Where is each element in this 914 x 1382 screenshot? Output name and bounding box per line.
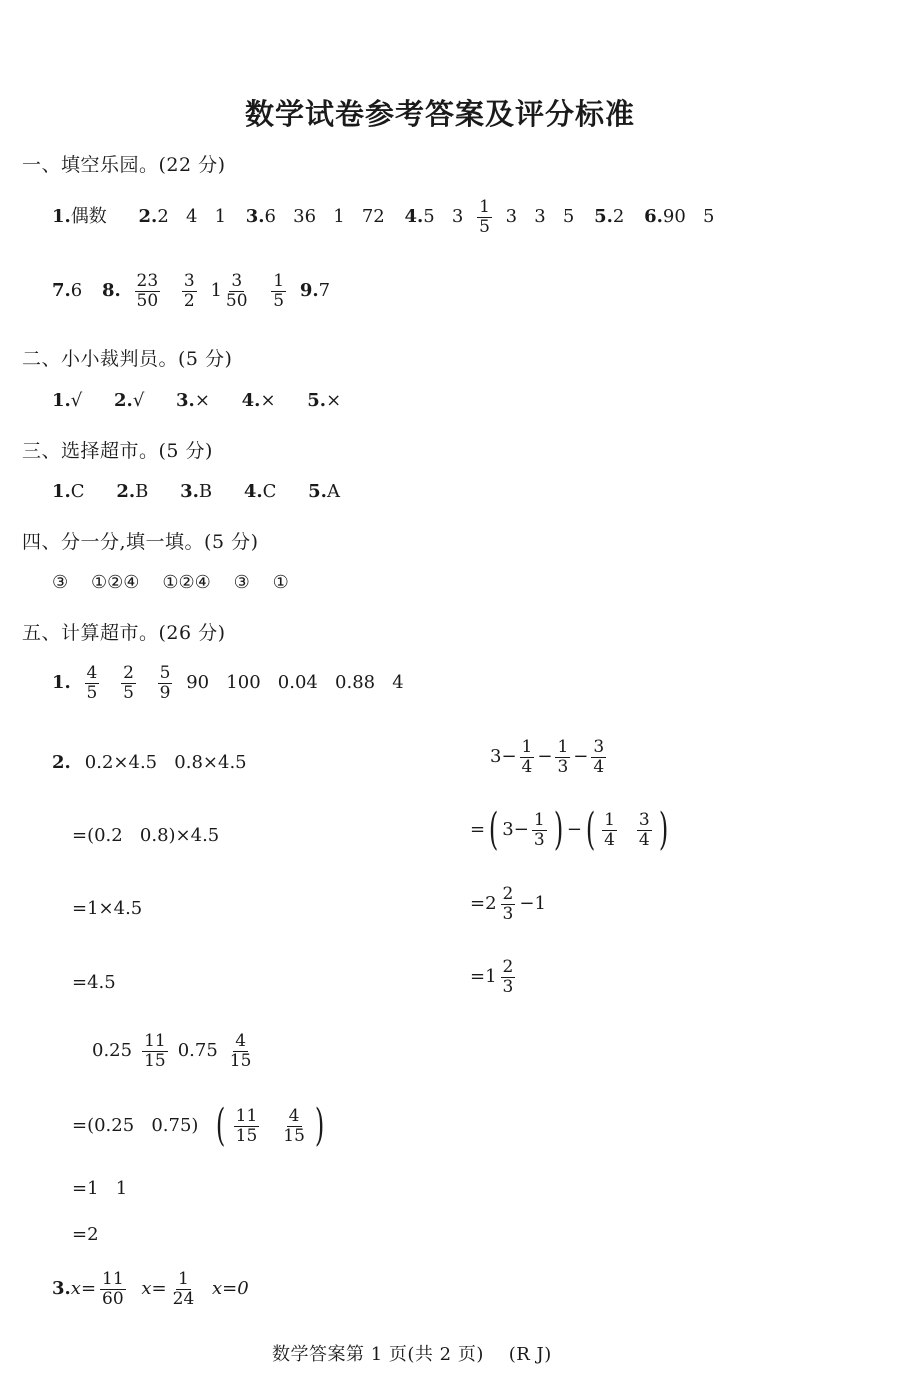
section-5-heading: 五、计算超市。(26 分) — [22, 622, 226, 644]
q2-answer: 2 4 1 — [157, 206, 227, 228]
q4-fraction: $\frac{1}{5}$ — [479, 197, 490, 237]
s5-q2-right-3: =2 $\frac{2}{3}$ −1 — [470, 884, 546, 924]
s4-answers: ③ ①②④ ①②④ ③ ① — [52, 572, 289, 593]
s5-q2-right-2: =( 3− $\frac{1}{3}$ ) −( $\frac{1}{4}$ $\frac{3}{4}$ ) — [470, 804, 669, 855]
s5-q3: 3.x= $\frac{11}{60}$ x= $\frac{1}{24}$ x=0 — [52, 1269, 249, 1309]
s1-row-2 — [52, 272, 330, 310]
q8-whole: 1 — [210, 280, 222, 302]
s2-answers: 1.√ 2.√ 3.× 4.× 5.× — [52, 390, 342, 411]
s3-answers: 1.C 2.B 3.B 4.C 5.A — [52, 481, 340, 502]
s5-q1-fraction-3: $\frac{5}{9}$ — [159, 663, 171, 703]
s5-q1-fraction-1: $\frac{4}{5}$ — [86, 663, 98, 703]
s5-q1-rest: 90 100 0.04 0.88 4 — [186, 672, 404, 694]
s1-row-1 — [52, 198, 714, 236]
s5-q2-mid-1: 0.25 $\frac{11}{15}$ 0.75 $\frac{4}{15}$ — [92, 1031, 252, 1071]
q4-answer-a: 5 3 — [423, 206, 464, 228]
s5-q2-mid-2: =(0.25 0.75) ( $\frac{11}{15}$ $\frac{4}{15}$ ) — [72, 1100, 325, 1151]
s5-q2-mid-4: =2 — [72, 1224, 99, 1245]
s5-q2-mid-3: =1 1 — [72, 1178, 128, 1199]
q5-answer: 2 — [612, 206, 625, 228]
q8-fraction-2: $\frac{3}{2}$ — [183, 271, 195, 311]
s5-q2-line-3: =1×4.5 — [72, 898, 143, 919]
q8-fraction-3: $\frac{3}{50}$ — [225, 271, 248, 311]
q1-answer: 偶数 — [70, 206, 107, 228]
q6-number: 6. — [644, 206, 663, 228]
q7-answer: 6 — [70, 280, 83, 302]
q3-answer: 6 36 1 72 — [264, 206, 385, 228]
q9-number: 9. — [299, 280, 319, 302]
section-1-heading: 一、填空乐园。(22 分) — [22, 154, 226, 176]
s5-q2-line-2: =(0.2 0.8)×4.5 — [72, 825, 220, 846]
s5-q2-line-1: 2. 0.2×4.5 0.8×4.5 — [52, 752, 247, 773]
q8-number: 8. — [101, 280, 121, 302]
q7-number: 7. — [52, 280, 71, 302]
q5-number: 5. — [594, 206, 613, 228]
q8-fraction-4: $\frac{1}{5}$ — [273, 271, 285, 311]
s5-q2-line-4: =4.5 — [72, 972, 116, 993]
q4-number: 4. — [404, 206, 424, 228]
q9-answer: 7 — [318, 280, 331, 302]
q3-number: 3. — [245, 206, 265, 228]
q8-fraction-1: $\frac{23}{50}$ — [136, 271, 159, 311]
q2-number: 2. — [138, 206, 158, 228]
page-footer: 数学答案第 1 页(共 2 页) (R J) — [272, 1344, 552, 1365]
s5-q2-right-1: 3− $\frac{1}{4}$ − $\frac{1}{3}$ − $\frac{3}{4}$ — [490, 737, 605, 777]
s5-q1-fraction-2: $\frac{2}{5}$ — [123, 663, 134, 703]
section-4-heading: 四、分一分,填一填。(5 分) — [22, 531, 259, 553]
q6-answer: 90 5 — [662, 206, 715, 228]
s5-q2-right-4: =1 $\frac{2}{3}$ — [470, 957, 514, 997]
q4-answer-b: 3 3 5 — [505, 206, 575, 228]
section-3-heading: 三、选择超市。(5 分) — [22, 440, 213, 462]
section-2-heading: 二、小小裁判员。(5 分) — [22, 348, 233, 370]
q1-number: 1. — [52, 206, 71, 228]
page-title: 数学试卷参考答案及评分标准 — [245, 97, 636, 131]
s5-q1: 1. $\frac{4}{5}$ $\frac{2}{5}$ $\frac{5}{9}$ 90 100 0.04 0.88 4 — [52, 663, 404, 703]
